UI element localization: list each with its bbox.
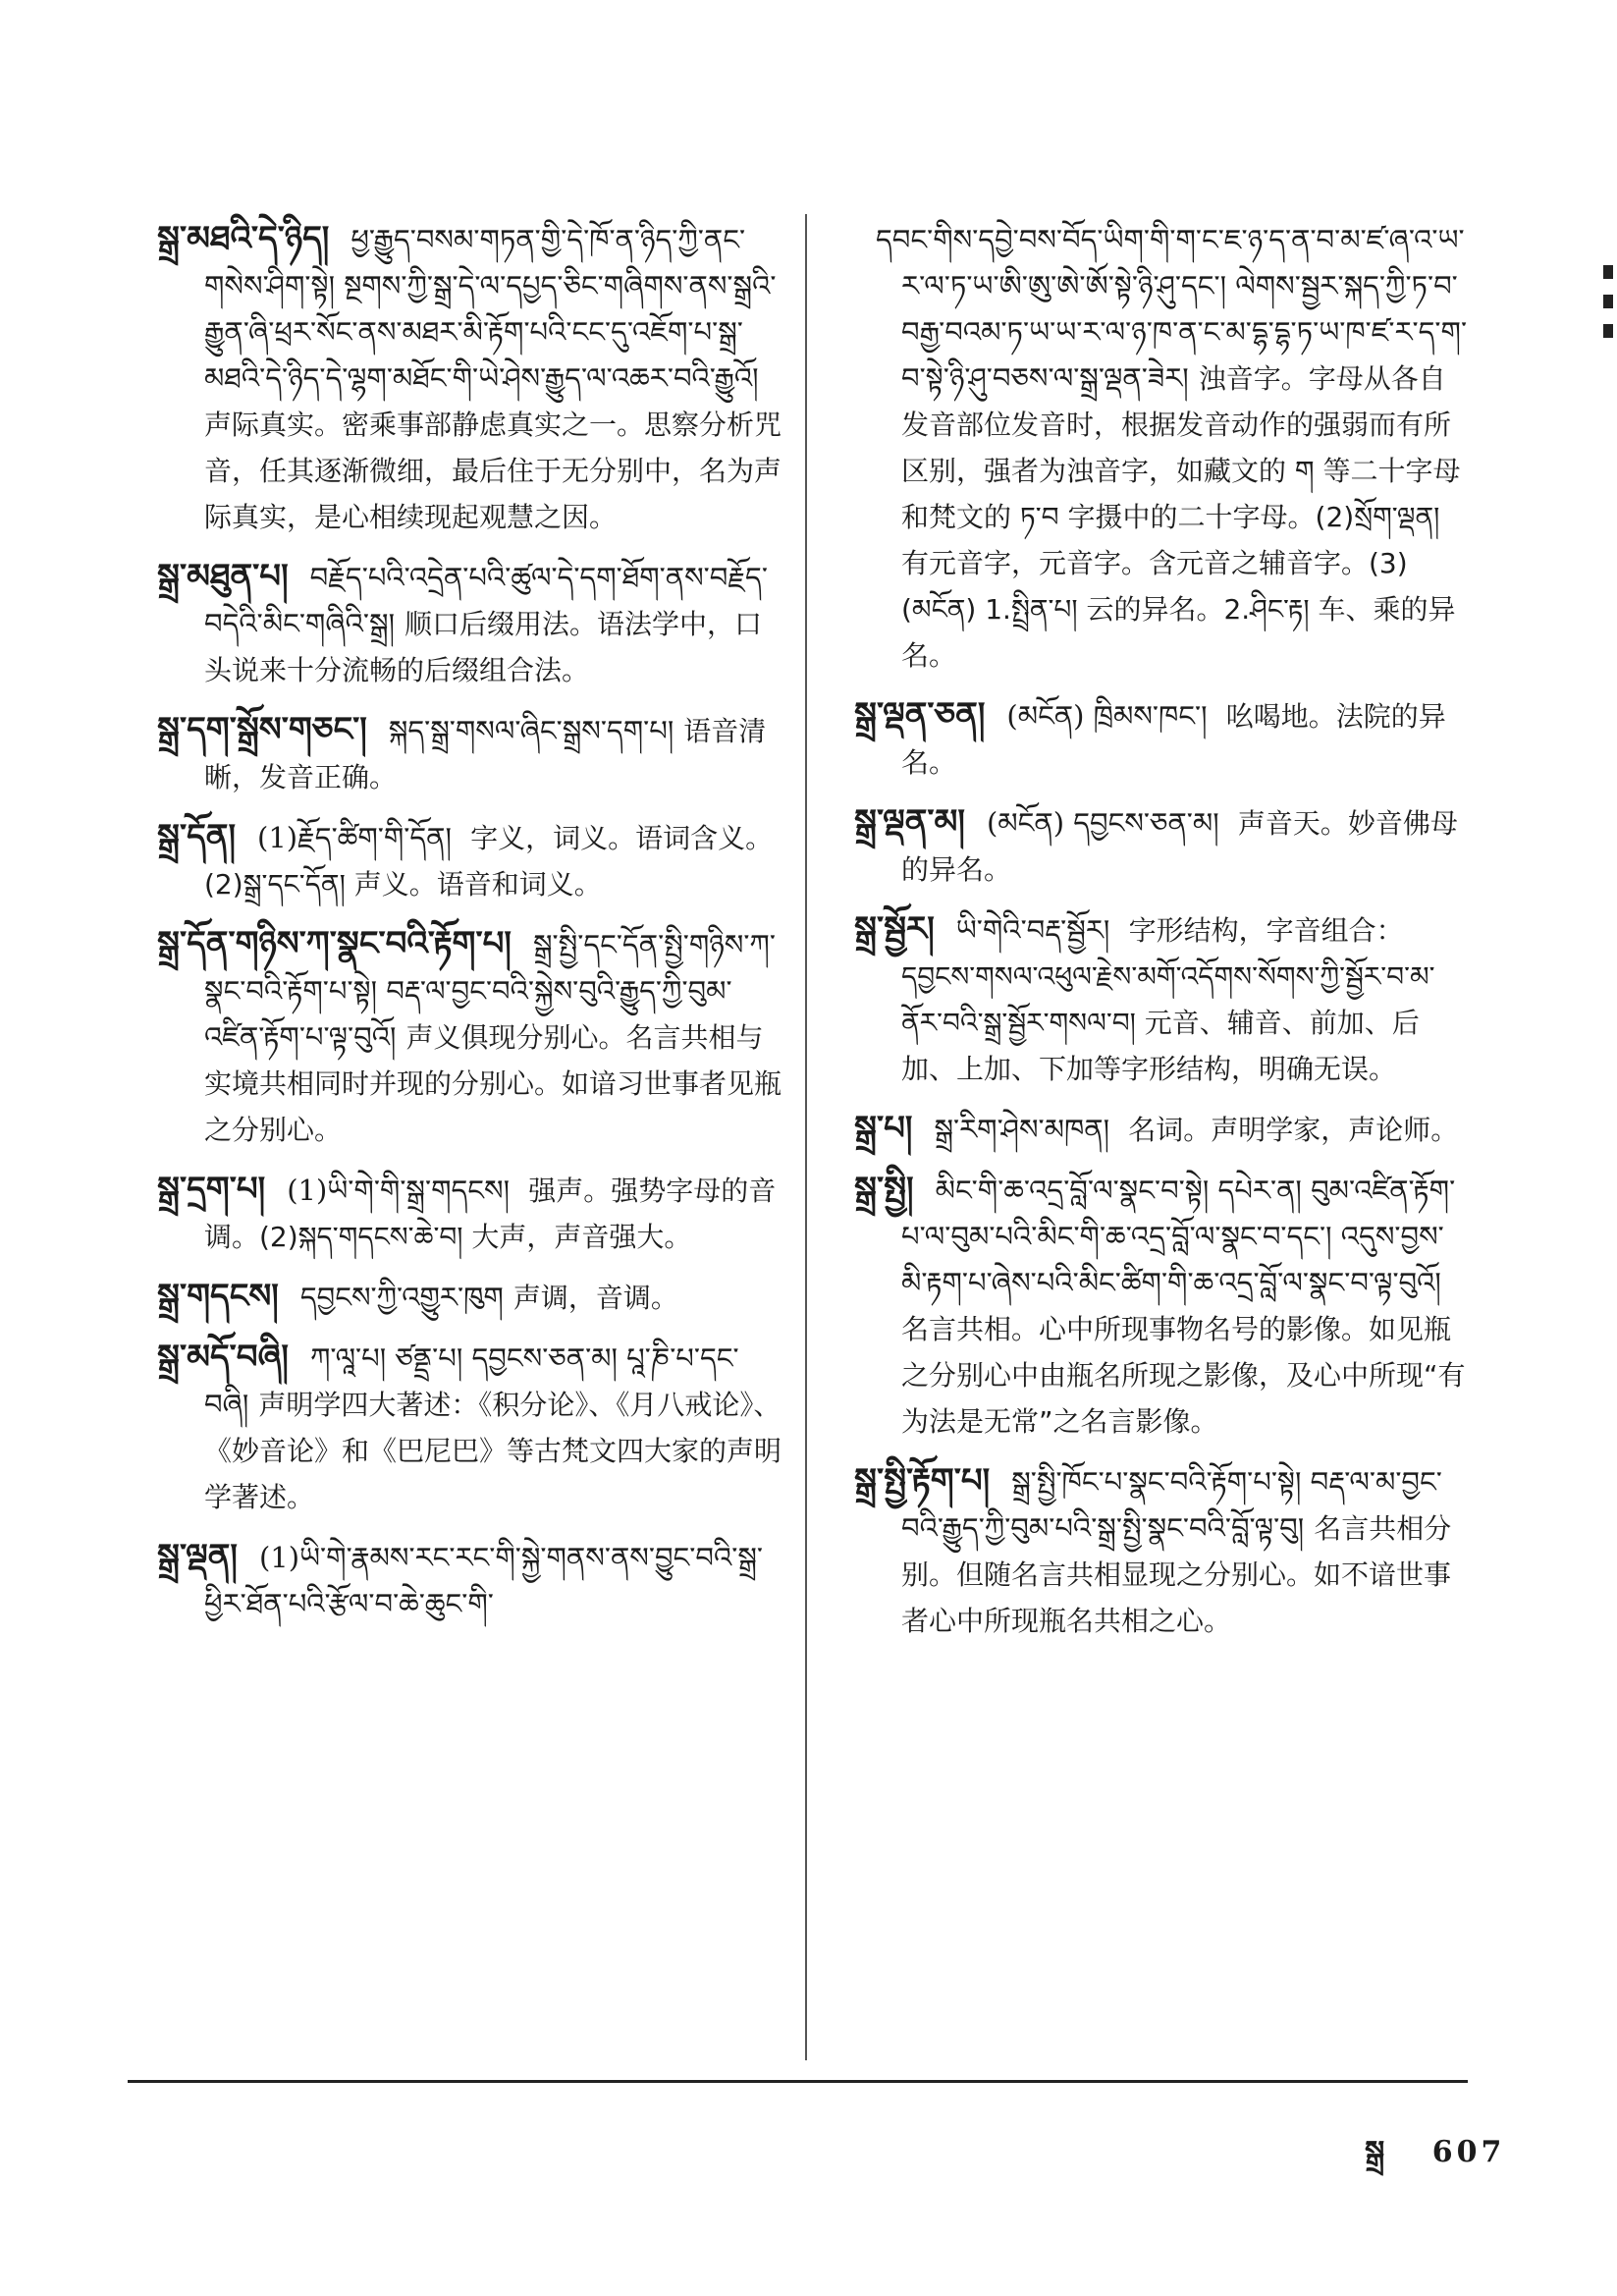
entry-tibetan-definition: དབང་གིས་དབྱེ་བས་བོད་ཡིག་གི་ག་ང་ཇ་ཉ་ད་ན་བ་མ་ཛ་ཞ་འ་ཡ་ར་ལ་ཏ་ཡ་ཨི་ཨུ་ཨེ་ཨོ་སྟེ་ཉི་ཤུ་དང་། ལེགས་སྦྱར་སྐད་ཀྱི་ཏ་བ་བརྒྱ་བའམ་ཏ་ཡ་ཡ་ར་ལ་ཉ་ཁ་ན་ང་མ་དྷ་དྷ་ཏ་ཡ་ཁ་ཛ་ར་ད་ག་བ་སྟེ་ཉི་ཤུ་བཅས་ལ་སྒྲ་ལྡན་ཟེར།	[876, 223, 1468, 395]
entry-headword: སྒྲ་སྤྱི་རྟོག་པ།	[854, 1461, 991, 1501]
entry-chinese-definition: 声义俱现分别心。名言共相与实境共相同时并现的分别心。如谙习世事者见瓶之分别心。	[204, 1021, 782, 1146]
dictionary-entry	[854, 1106, 1468, 1153]
entry-tibetan-definition: (1)ཡི་གེ་རྣམས་རང་རང་གི་སྐྱེ་གནས་ནས་བྱུང་བའི་སྒྲ་ཕྱིར་ཐོན་པའི་རྩོལ་བ་ཆེ་ཆུང་གི་	[204, 1541, 763, 1620]
entry-headword: སྒྲ་མཐུན་པ།	[157, 557, 289, 596]
entry-chinese-definition: 声明学四大著述：《积分论》、《月八戒论》、《妙音论》和《巴尼巴》等古梵文四大家的声明学著述。	[204, 1389, 782, 1513]
dictionary-entry	[157, 1534, 785, 1627]
entry-headword: སྒྲ་མཐའི་དེ་ཉིད།	[157, 219, 330, 258]
entry-tibetan-definition: བརྗོད་པའི་འདྲེན་པའི་ཚུལ་དེ་དག་ཐོག་ནས་བརྗོད་བདེའི་མིང་གཞིའི་སྒྲ།	[204, 561, 768, 640]
entry-headword: སྒྲ་ལྡན་ཅན།	[854, 695, 986, 735]
entry-tibetan-definition: ཀ་ལཱ་པ། ཙནྡྲ་པ། དབྱངས་ཅན་མ། པཱ་ཎི་པ་དང་བཞི།	[204, 1341, 739, 1421]
column-divider	[805, 214, 807, 2060]
entry-chinese-definition: 名言共相。心中所现事物名号的影像。如见瓶之分别心中由瓶名所现之影像，及心中所现“有为法是无常”之名言影像。	[901, 1313, 1466, 1438]
edge-mark	[1603, 324, 1613, 338]
entry-chinese-definition: 声际真实。密乘事部静虑真实之一。思察分析咒音，任其逐渐微细，最后住于无分别中，名为声际真实，是心相续现起观慧之因。	[204, 409, 782, 533]
entry-headword: སྒྲ་གདངས།	[157, 1277, 279, 1316]
edge-mark	[1603, 265, 1613, 279]
entry-chinese-definition: 语音清晰，发音正确。	[204, 715, 767, 793]
dictionary-entry	[854, 799, 1468, 893]
dictionary-entry	[157, 707, 785, 800]
entry-chinese-definition: 吆喝地。法院的异名。	[901, 700, 1446, 779]
entry-chinese-definition: 浊音字。字母从各自发音部位发音时，根据发音动作的强弱而有所区别，强者为浊音字，如藏文的 ག 等二十字母和梵文的 ཏ་བ 字摄中的二十字母。(2)སྲོག་ལྡན། 有元音字，元音字。含元音之辅音字。(3)(མངོན) 1.སྤྲིན་པ། 云的异名。2.ཤིང་རྟ། 车、乘的异名。	[901, 362, 1461, 672]
page-footer	[1365, 2119, 1535, 2202]
dictionary-entry	[854, 692, 1468, 786]
dictionary-entry	[157, 216, 785, 540]
entry-headword: སྒྲ་ལྡན།	[157, 1537, 238, 1576]
page-number: 607	[1431, 2135, 1506, 2169]
entry-tibetan-definition: སྒྲ་རིག་ཤེས་མཁན།	[934, 1113, 1119, 1146]
dictionary-entry	[157, 1335, 785, 1520]
right-column	[854, 216, 1468, 1658]
left-column	[157, 216, 785, 1641]
entry-tibetan-definition: ཡི་གེའི་བརྡ་སྦྱོར།	[955, 913, 1119, 947]
entry-headword: སྒྲ་དག་སྒྲོས་གཅང་།	[157, 710, 367, 749]
entry-chinese-definition: 声音天。妙音佛母的异名。	[901, 807, 1458, 886]
entry-chinese-definition: 顺口后缀用法。语法学中，口头说来十分流畅的后缀组合法。	[204, 608, 763, 686]
dictionary-entry	[854, 1458, 1468, 1644]
entry-chinese-definition: 名言共相分别。但随名言共相显现之分别心。如不谙世事者心中所现瓶名共相之心。	[901, 1512, 1452, 1637]
entry-tibetan-definition: སྒྲ་སྤྱི་ཁོང་པ་སྣང་བའི་རྟོག་པ་སྟེ། བརྡ་ལ་མ་བྱང་བའི་རྒྱུད་ཀྱི་བུམ་པའི་སྒྲ་སྤྱི་སྣང་བའི་བློ་ལྟ་བུ།	[901, 1465, 1442, 1545]
footer-rule	[128, 2080, 1468, 2083]
entry-tibetan-definition: ཕྱ་རྒྱུད་བསམ་གཏན་གྱི་དེ་ཁོ་ན་ཉིད་ཀྱི་ནང་གསེས་ཤིག་སྟེ། སྔགས་ཀྱི་སྒྲ་དེ་ལ་དཔྱད་ཅིང་གཞིགས་ནས་སྒྲའི་རྒྱུན་ཞི་ཕྲར་སོང་ནས་མཐར་མི་རྟོག་པའི་ངང་དུ་འཇོག་པ་སྒྲ་མཐའི་དེ་ཉིད་དེ་ལྷག་མཐོང་གི་ཡེ་ཤེས་རྒྱུད་ལ་འཆར་བའི་རྒྱུའོ།	[204, 223, 777, 395]
entry-chinese-definition: 声调，音调。	[512, 1282, 678, 1314]
entry-headword: སྒྲ་དོན།	[157, 817, 237, 856]
dictionary-entry	[854, 1167, 1468, 1445]
entry-chinese-definition: 名词。声明学家，声论师。	[1128, 1114, 1459, 1146]
entry-tibetan-definition: དབྱངས་ཀྱི་འགྱུར་ཁུག	[299, 1281, 504, 1314]
entry-headword: སྒྲ་ལྡན་མ།	[854, 802, 965, 842]
entry-headword: སྒྲ་པ།	[854, 1109, 913, 1148]
entry-tibetan-definition: སྒྲ་སྤྱི་དང་དོན་སྤྱི་གཉིས་ཀ་སྣང་བའི་རྟོག་པ་སྟེ། བརྡ་ལ་བྱང་བའི་སྐྱེས་བུའི་རྒྱུད་ཀྱི་བུམ་འཛིན་རྟོག་པ་ལྟ་བུའོ།	[204, 928, 776, 1054]
dictionary-entry	[157, 1274, 785, 1321]
edge-mark	[1603, 295, 1613, 308]
entry-tibetan-definition: (མངོན) དབྱངས་ཅན་མ།	[986, 806, 1228, 840]
dictionary-entry	[157, 554, 785, 693]
entry-tibetan-definition: མིང་གི་ཆ་འདྲ་བློ་ལ་སྣང་བ་སྟེ། དཔེར་ན། བུམ་འཛིན་རྟོག་པ་ལ་བུམ་པའི་མིང་གི་ཆ་འདྲ་བློ་ལ་སྣང་བ་དང་། འདུས་བྱས་མི་རྟག་པ་ཞེས་པའི་མིང་ཚིག་གི་ཆ་འདྲ་བློ་ལ་སྣང་བ་ལྟ་བུའོ།	[901, 1174, 1456, 1299]
dictionary-entry	[854, 216, 1468, 679]
entry-tibetan-definition: (མངོན) ཁྲིམས་ཁང་།	[1006, 699, 1216, 733]
entry-chinese-definition: 字形结构，字音组合：དབྱངས་གསལ་འཕུལ་རྗེས་མགོ་འདོགས་སོགས་ཀྱི་སྦྱོར་བ་མ་ནོར་བའི་སྒྲ་སྦྱོར་གསལ་བ། 元音、辅音、前加、后加、上加、下加等字形结构，明确无误。	[901, 914, 1435, 1085]
entry-headword: སྒྲ་སྦྱོར།	[854, 909, 935, 949]
entry-tibetan-definition: (1)རྗོད་ཚིག་གི་དོན།	[257, 821, 461, 854]
entry-tibetan-definition: (1)ཡི་གེ་གི་སྒྲ་གདངས།	[287, 1174, 519, 1207]
dictionary-entry	[157, 921, 785, 1153]
entry-headword: སྒྲ་མདོ་བཞི།	[157, 1338, 289, 1377]
dictionary-entry	[157, 1167, 785, 1260]
entry-headword: སྒྲ་སྤྱི།	[854, 1170, 914, 1209]
entry-headword: སྒྲ་དོན་གཉིས་ཀ་སྣང་བའི་རྟོག་པ།	[157, 924, 512, 963]
entry-tibetan-definition: སྐད་སྒྲ་གསལ་ཞིང་སྒྲས་དག་པ།	[388, 714, 674, 747]
entry-headword: སྒྲ་དྲག་པ།	[157, 1170, 266, 1209]
dictionary-entry	[854, 906, 1468, 1092]
entry-chinese-definition: 强声。强势字母的音调。(2)སྐད་གདངས་ཆེ་བ། 大声，声音强大。	[204, 1175, 777, 1253]
footer-letter: སྒྲ	[1365, 2135, 1389, 2169]
entry-chinese-definition: 字义，词义。语词含义。(2)སྒྲ་དང་དོན། 声义。语音和词义。	[204, 822, 774, 901]
dictionary-entry	[157, 814, 785, 907]
